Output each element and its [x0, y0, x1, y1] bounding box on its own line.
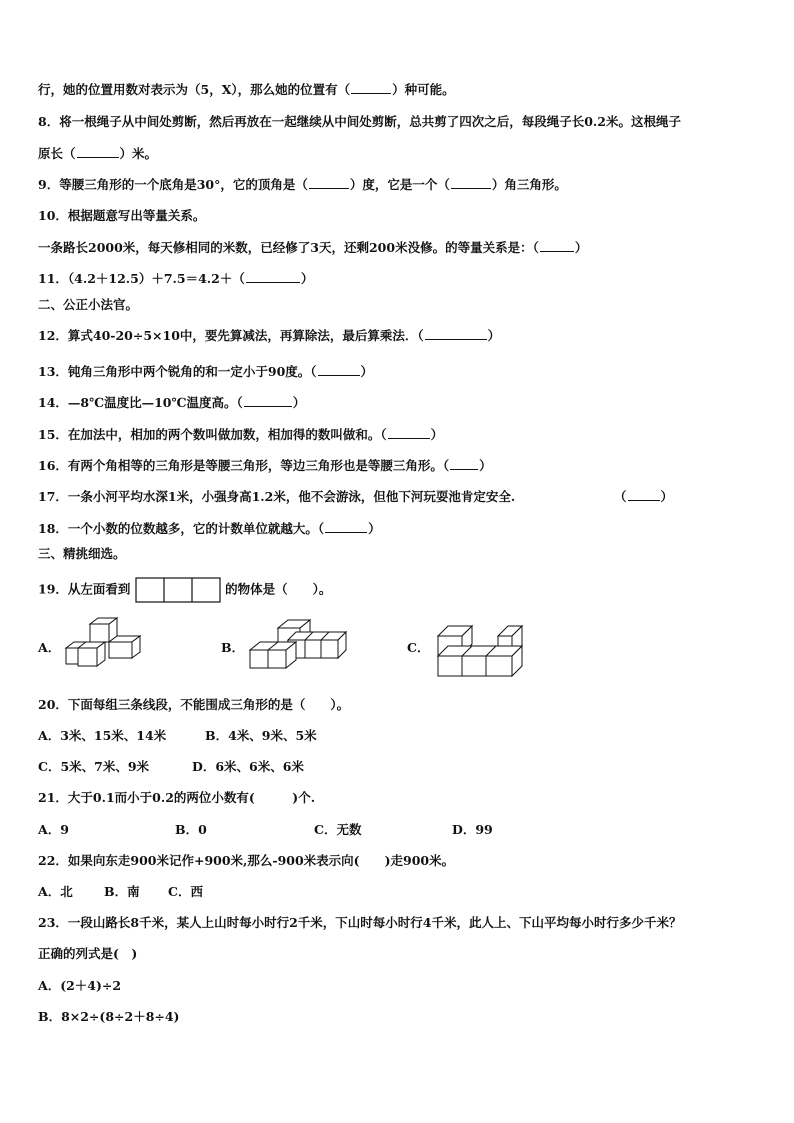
- answer-blank[interactable]: [388, 427, 430, 439]
- question-22: 22．如果向东走900米记作+900米,那么-900米表示向( )走900米。: [38, 853, 455, 868]
- question-8-line1: 8．将一根绳子从中间处剪断，然后再放在一起继续从中间处剪断，总共剪了四次之后，每段绳子长0.2米。这根绳子: [38, 114, 681, 129]
- question-10: 10．根据题意写出等量关系。: [38, 208, 206, 223]
- option-a-cubes-figure[interactable]: [62, 614, 148, 670]
- answer-blank[interactable]: [451, 177, 491, 189]
- question-16: 16．有两个角相等的三角形是等腰三角形，等边三角形也是等腰三角形。（ ）: [38, 458, 492, 473]
- section-3-title: 三、精挑细选。: [38, 546, 126, 561]
- question-9: 9．等腰三角形的一个底角是30°，它的顶角是（ ）度，它是一个（ ）角三角形。: [38, 177, 567, 192]
- question-20: 20．下面每组三条线段，不能围成三角形的是（ ）。: [38, 697, 350, 712]
- question-15: 15．在加法中，相加的两个数叫做加数，相加得的数叫做和。（ ）: [38, 427, 444, 442]
- option-a-label: A．: [38, 640, 61, 655]
- answer-blank[interactable]: [77, 146, 119, 158]
- option-c-label: C．: [407, 640, 430, 655]
- question-12: 12．算式40-20÷5×10中，要先算减法，再算除法，最后算乘法．（ ）: [38, 328, 501, 343]
- q23-option-a[interactable]: A．(2＋4)÷2: [38, 978, 122, 993]
- question-19: 19．从左面看到 的物体是（ ）。: [38, 577, 331, 603]
- q21-option-a[interactable]: A．9: [38, 822, 69, 837]
- question-18: 18．一个小数的位数越多，它的计数单位就越大。（ ）: [38, 521, 381, 536]
- question-8-line2: 原长（ ）米。: [38, 146, 158, 161]
- question-23-line1: 23．一段山路长8千米，某人上山时每小时行2千米，下山时每小时行4千米，此人上、下山平均每小时行多少千米？: [38, 915, 682, 930]
- question-11: 11．（4.2＋12.5）＋7.5＝4.2＋（ ）: [38, 271, 314, 286]
- left-view-figure: [135, 577, 221, 603]
- question-14: 14．—8℃温度比—10℃温度高。（ ）: [38, 395, 306, 410]
- answer-blank[interactable]: [309, 177, 349, 189]
- option-b-label: B．: [221, 640, 245, 655]
- q22-option-c[interactable]: C．西: [168, 884, 203, 899]
- answer-blank[interactable]: [325, 521, 367, 533]
- q21-option-d[interactable]: D．99: [452, 822, 493, 837]
- q20-option-d[interactable]: D．6米、6米、6米: [192, 759, 304, 774]
- question-21: 21．大于0.1而小于0.2的两位小数有( )个.: [38, 790, 316, 805]
- answer-blank[interactable]: [244, 395, 292, 407]
- answer-blank[interactable]: [540, 240, 574, 252]
- question-17-answer: （ ）: [614, 489, 674, 504]
- answer-blank[interactable]: [246, 271, 300, 283]
- q22-option-a[interactable]: A．北: [38, 884, 73, 899]
- line-position-question: 行，她的位置用数对表示为（5，X），那么她的位置有（ ）种可能。: [38, 82, 455, 97]
- option-c-cubes-figure[interactable]: [434, 624, 526, 680]
- q20-option-a[interactable]: A．3米、15米、14米: [38, 728, 167, 743]
- q23-option-b[interactable]: B．8×2÷(8÷2＋8÷4): [38, 1009, 180, 1024]
- question-23-line2: 正确的列式是( ): [38, 946, 138, 961]
- q20-option-b[interactable]: B．4米、9米、5米: [205, 728, 317, 743]
- question-13: 13．钝角三角形中两个锐角的和一定小于90度。（ ）: [38, 364, 374, 379]
- answer-blank[interactable]: [450, 458, 478, 470]
- q21-option-b[interactable]: B．0: [175, 822, 207, 837]
- answer-blank[interactable]: [351, 82, 391, 94]
- q20-option-c[interactable]: C．5米、7米、9米: [38, 759, 150, 774]
- answer-blank[interactable]: [628, 489, 660, 501]
- answer-blank[interactable]: [425, 328, 487, 340]
- q21-option-c[interactable]: C．无数: [314, 822, 362, 837]
- option-b-cubes-figure[interactable]: [248, 618, 348, 670]
- question-10-relation: 一条路长2000米，每天修相同的米数，已经修了3天，还剩200米没修。的等量关系是：（ ）: [38, 240, 588, 255]
- question-17: 17．一条小河平均水深1米，小强身高1.2米，他不会游泳，但他下河玩耍池肯定安全.: [38, 489, 516, 504]
- section-2-title: 二、公正小法官。: [38, 297, 139, 312]
- q22-option-b[interactable]: B．南: [104, 884, 140, 899]
- answer-blank[interactable]: [318, 364, 360, 376]
